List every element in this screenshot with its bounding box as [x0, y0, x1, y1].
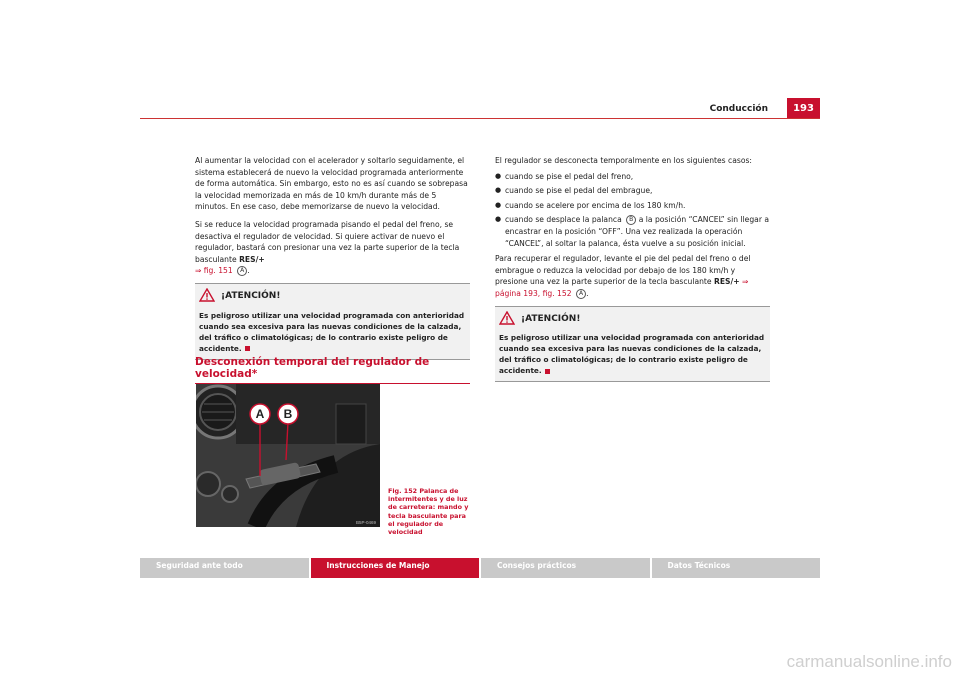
- list-item: ● cuando se pise el pedal del embrague,: [495, 185, 770, 197]
- warning-text: Es peligroso utilizar una velocidad programada con anterioridad cuando sea excesiva para las nuevas condiciones de la calzada, del tráfico o climatológicas; de lo contrario existe peligro de accidente.: [499, 333, 765, 376]
- paragraph: El regulador se desconecta temporalmente en los siguientes casos:: [495, 156, 752, 165]
- end-marker-icon: [545, 369, 550, 374]
- callout-badge: B: [626, 215, 636, 225]
- page-number: 193: [787, 98, 820, 118]
- right-column: [495, 155, 770, 382]
- callout-badge: A: [576, 289, 586, 299]
- list-item-text: a la posición “CANCEL” sin llegar a encastrar en la posición “OFF”. Una vez realizada la operación “CANCEL”, al soltar la palanca, ésta vuelve a su posición inicial.: [505, 215, 770, 248]
- footer-tab-consejos[interactable]: Consejos prácticos: [481, 558, 650, 578]
- warning-header: [199, 288, 466, 306]
- warning-triangle-icon: [199, 288, 215, 306]
- list-item: ● cuando se acelere por encima de los 180 km/h.: [495, 200, 770, 212]
- end-marker-icon: [245, 346, 250, 351]
- list-item: [495, 214, 770, 249]
- figure-label-b: B: [283, 407, 293, 421]
- warning-header: [499, 311, 766, 329]
- paragraph: Para recuperar el regulador, levante el pie del pedal del freno o del embrague o reduzca la velocidad por debajo de los 180 km/h y presione una vez la parte superior de la tecla basculante RES/+ ⇒ página 193, fig. 152 A .: [495, 254, 751, 298]
- key-label: RES/+: [239, 254, 265, 264]
- header-rule: [140, 118, 820, 119]
- figure-label-a: A: [255, 407, 265, 421]
- callout-badge: A: [237, 266, 247, 276]
- footer-nav: [140, 558, 820, 578]
- warning-title: ¡ATENCIÓN!: [221, 290, 281, 301]
- warning-body: [499, 332, 766, 376]
- list-item-text: cuando se desplace la palanca: [505, 215, 622, 225]
- paragraph-text: Para recuperar el regulador, levante el pie del pedal del freno o del embrague o reduzca la velocidad por debajo de los 180 km/h y presione una vez la parte superior de la tecla basculante: [495, 254, 751, 287]
- warning-box: [195, 283, 470, 360]
- footer-tab-seguridad[interactable]: Seguridad ante todo: [140, 558, 309, 578]
- key-label: RES/+: [713, 277, 740, 287]
- watermark: carmanualsonline.info: [786, 652, 952, 671]
- paragraph-text: Si se reduce la velocidad programada pisando el pedal del freno, se desactiva el regulador de velocidad. Si quiere activar de nuevo el regulador, bastará con presionar una vez la parte superior de la tecla basculante: [195, 219, 460, 264]
- warning-triangle-icon: [499, 311, 515, 329]
- footer-tab-datos[interactable]: Datos Técnicos: [652, 558, 821, 578]
- list-item: ● cuando se pise el pedal del freno,: [495, 171, 770, 183]
- section-heading: Desconexión temporal del regulador de velocidad*: [195, 356, 470, 384]
- figure-code: B5P-0469: [355, 520, 376, 525]
- footer-tab-instrucciones[interactable]: Instrucciones de Manejo: [311, 558, 480, 578]
- warning-body: [199, 310, 466, 354]
- paragraph: Al aumentar la velocidad con el acelerador y soltarlo seguidamente, el sistema establecerá de nuevo la velocidad programada anteriormente de forma automática. Sin embargo, esto no es así cuando se sobrepasa la velocidad memorizada en más de 10 km/h durante más de 5 minutos. En ese caso, debe memorizarse de nuevo la velocidad.: [195, 156, 468, 212]
- page-header-title: Conducción: [709, 104, 768, 114]
- warning-box: [495, 306, 770, 383]
- figure-caption: Fig. 152 Palanca de intermitentes y de luz de carretera: mando y tecla basculante para el regulador de velocidad: [388, 487, 469, 537]
- left-column: [195, 155, 470, 360]
- warning-text: Es peligroso utilizar una velocidad programada con anterioridad cuando sea excesiva para las nuevas condiciones de la calzada, del tráfico o climatológicas; de lo contrario existe peligro de accidente.: [199, 310, 465, 353]
- figure-reference-link[interactable]: ⇒ fig. 151: [195, 266, 233, 276]
- warning-title: ¡ATENCIÓN!: [521, 313, 581, 324]
- paragraph: Si se reduce la velocidad programada pisando el pedal del freno, se desactiva el regulador de velocidad. Si quiere activar de nuevo el regulador, bastará con presionar una vez la parte superior de la tecla basculante RES/+ ⇒ fig. 151 A .: [195, 219, 460, 276]
- page-reference-link[interactable]: ⇒ página 193, fig. 152: [495, 277, 749, 298]
- figure-image: [196, 384, 380, 527]
